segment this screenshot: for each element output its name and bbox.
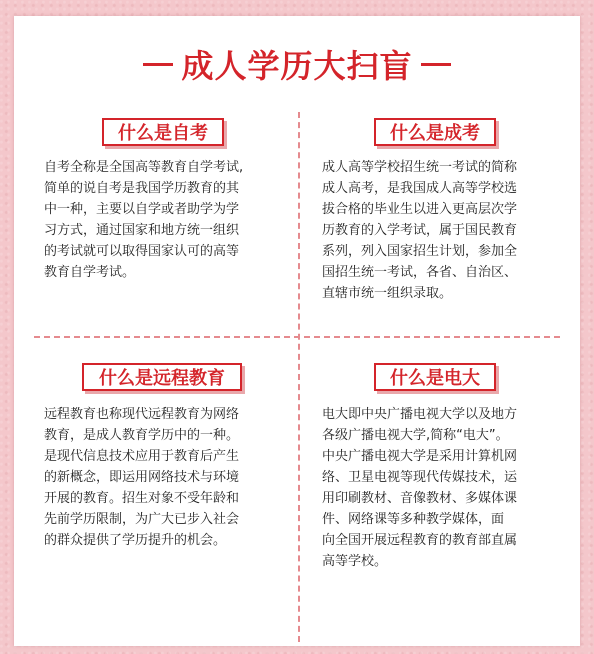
text-line: 历教育的入学考试，属于国民教育 [322, 223, 518, 238]
text-line: 各级广播电视大学,简称“电大”。 [322, 428, 509, 443]
text-line: 习方式，通过国家和地方统一组织 [44, 223, 240, 238]
text-line: 拔合格的毕业生以进入更高层次学 [322, 202, 518, 217]
horizontal-divider [34, 336, 560, 338]
content-card [14, 16, 580, 646]
text-line: 络、卫星电视等现代传媒技术，运 [322, 470, 518, 485]
section-heading-yuancheng: 什么是远程教育 [82, 363, 242, 391]
text-line: 简单的说自考是我国学历教育的其 [44, 181, 240, 196]
section-heading-zikao: 什么是自考 [102, 118, 224, 146]
text-line: 国招生统一考试，各省、自治区、 [322, 265, 518, 280]
vertical-divider [298, 112, 300, 642]
text-line: 成人高考，是我国成人高等学校选 [322, 181, 518, 196]
text-line: 开展的教育。招生对象不受年龄和 [44, 491, 240, 506]
text-line: 用印刷教材、音像教材、多媒体课 [322, 491, 518, 506]
text-line: 远程教育也称现代远程教育为网络 [44, 407, 240, 422]
text-line: 的群众提供了学历提升的机会。 [44, 533, 227, 548]
text-line: 自考全称是全国高等教育自学考试, [44, 160, 244, 175]
text-line: 先前学历限制，为广大已步入社会 [44, 512, 240, 527]
title-dash-left [143, 63, 173, 66]
text-line: 教育自学考试。 [44, 265, 136, 280]
text-line: 电大即中央广播电视大学以及地方 [322, 407, 518, 422]
section-body-zikao [44, 157, 284, 283]
title-row [14, 42, 580, 86]
text-line: 高等学校。 [322, 554, 388, 569]
text-line: 教育，是成人教育学历中的一种。 [44, 428, 240, 443]
text-line: 向全国开展远程教育的教育部直属 [322, 533, 518, 548]
section-body-dianda [322, 404, 560, 572]
text-line: 中一种，主要以自学或者助学为学 [44, 202, 240, 217]
text-line: 件、网络课等多种教学媒体，面 [322, 512, 505, 527]
text-line: 的考试就可以取得国家认可的高等 [44, 244, 240, 259]
text-line: 的新概念，即运用网络技术与环境 [44, 470, 240, 485]
section-heading-dianda: 什么是电大 [374, 363, 496, 391]
text-line: 是现代信息技术应用于教育后产生 [44, 449, 240, 464]
section-heading-chengkao: 什么是成考 [374, 118, 496, 146]
text-line: 成人高等学校招生统一考试的简称 [322, 160, 518, 175]
text-line: 系列，列入国家招生计划，参加全 [322, 244, 518, 259]
title-dash-right [421, 63, 451, 66]
section-body-chengkao [322, 157, 560, 304]
page-title: 成人学历大扫盲 [181, 47, 413, 85]
section-body-yuancheng [44, 404, 284, 551]
text-line: 直辖市统一组织录取。 [322, 286, 453, 301]
text-line: 中央广播电视大学是采用计算机网 [322, 449, 518, 464]
